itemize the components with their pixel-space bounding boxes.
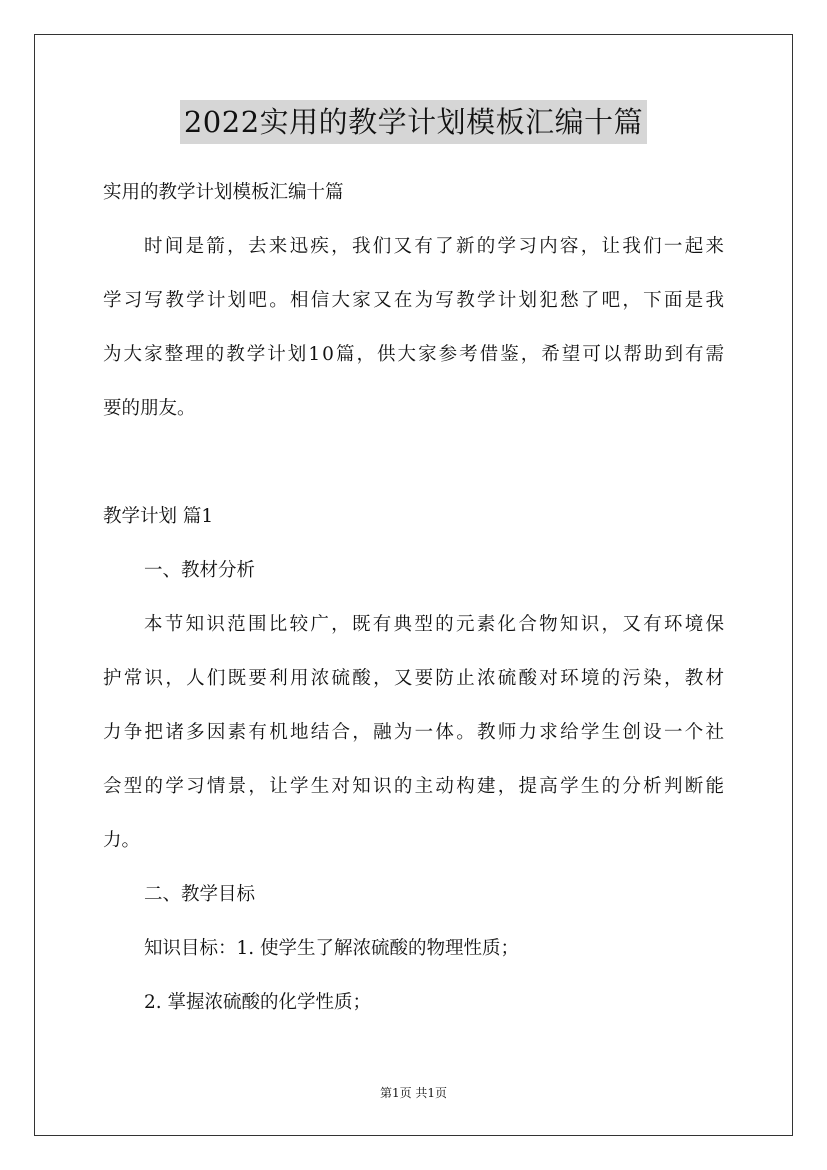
title-wrap xyxy=(0,100,827,144)
part1-line-5: 力。 xyxy=(103,830,141,851)
part1-line-4: 会型的学习情景，让学生对知识的主动构建，提高学生的分析判断能 xyxy=(103,776,727,797)
intro-line-3: 为大家整理的教学计划10篇，供大家参考借鉴，希望可以帮助到有需 xyxy=(103,344,727,365)
document-title: 2022实用的教学计划模板汇编十篇 xyxy=(180,100,647,144)
intro-line-1: 时间是箭，去来迅疾，我们又有了新的学习内容，让我们一起来 xyxy=(144,236,727,257)
part1-line-3: 力争把诸多因素有机地结合，融为一体。教师力求给学生创设一个社 xyxy=(103,722,727,743)
page-footer xyxy=(0,1084,827,1101)
goal-line-2: 2. 掌握浓硫酸的化学性质； xyxy=(144,992,372,1013)
document-subtitle: 实用的教学计划模板汇编十篇 xyxy=(103,182,344,203)
intro-line-2: 学习写教学计划吧。相信大家又在为写教学计划犯愁了吧，下面是我 xyxy=(103,290,727,311)
section-heading: 教学计划 篇1 xyxy=(103,506,214,527)
part1-line-2: 护常识，人们既要利用浓硫酸，又要防止浓硫酸对环境的污染，教材 xyxy=(103,668,727,689)
part1-heading: 一、教材分析 xyxy=(144,560,256,581)
part2-heading: 二、教学目标 xyxy=(144,884,256,905)
intro-line-4: 要的朋友。 xyxy=(103,398,196,419)
part1-line-1: 本节知识范围比较广，既有典型的元素化合物知识，又有环境保 xyxy=(144,614,727,635)
page-number-label: 第1页 共1页 xyxy=(379,1086,448,1100)
goal-line-1: 知识目标：1. 使学生了解浓硫酸的物理性质； xyxy=(144,938,520,959)
